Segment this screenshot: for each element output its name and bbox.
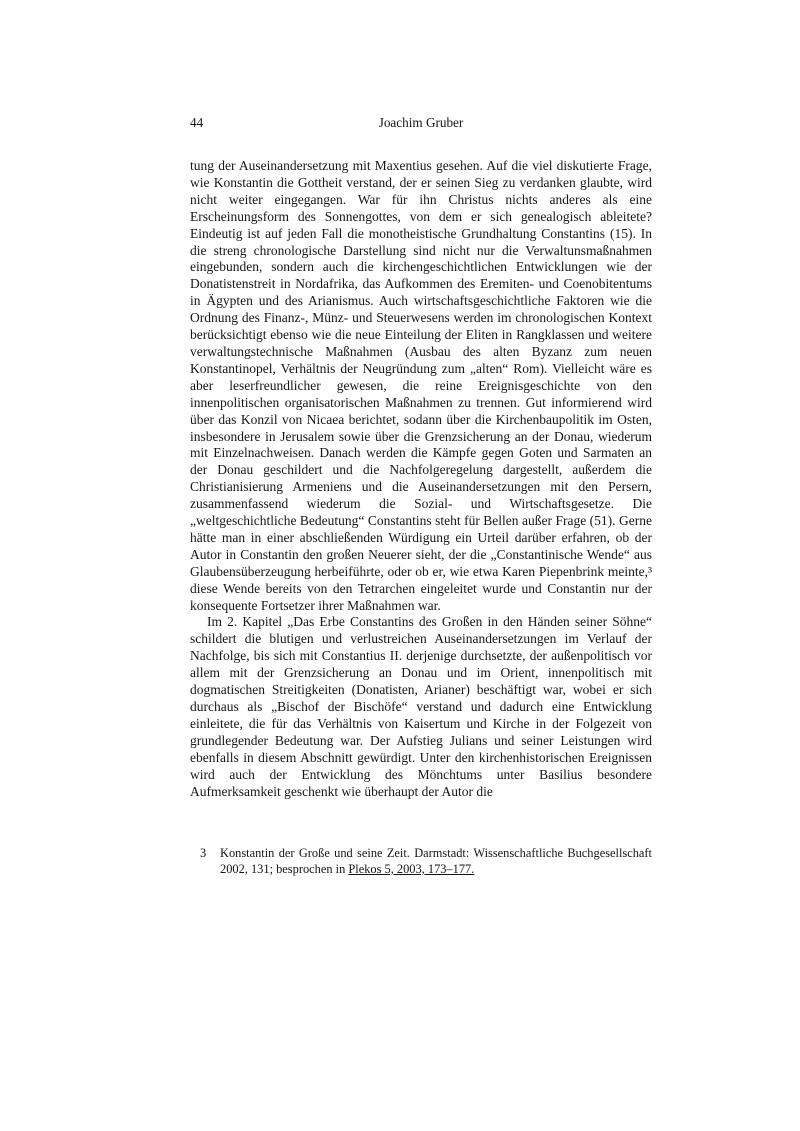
- footnote: [190, 846, 652, 878]
- page-number: 44: [190, 115, 204, 130]
- footnote-citation-text: Konstantin der Große und seine Zeit. Darmstadt: Wissenschaftliche Buchgesellschaft 2002, 131; besprochen in: [220, 846, 652, 876]
- footnote-marker: 3: [200, 846, 207, 860]
- article-body: [190, 158, 652, 800]
- footnote-plekos-link[interactable]: Plekos 5, 2003, 173–177.: [348, 861, 475, 876]
- running-header: [190, 115, 652, 131]
- running-head-author: Joachim Gruber: [378, 115, 464, 130]
- footnote-text: [220, 846, 652, 878]
- paragraph-chapter-two: Im 2. Kapitel „Das Erbe Constantins des Großen in den Händen seiner Söhne“ schildert die blutigen und verlustreichen Auseinandersetzungen im Verlauf der Nachfolge, bis sich mit Constantius II. derjenige durchsetzte, der außenpolitisch vor allem mit der Grenzsicherung an Donau und im Orient, innenpolitisch mit dogmatischen Streitigkeiten (Donatisten, Arianer) beschäftigt war, wobei er sich durchaus als „Bischof der Bischöfe“ verstand und dadurch eine Entwicklung einleitete, die für das Verhältnis von Kaisertum und Kirche in der Folgezeit von grundlegender Bedeutung war. Der Aufstieg Julians und seiner Leistungen wird ebenfalls in diesem Abschnitt gewürdigt. Unter den kirchenhistorischen Ereignissen wird auch der Entwicklung des Mönchtums unter Basilius besondere Aufmerksamkeit geschenkt wie überhaupt der Autor die: [190, 614, 652, 799]
- paragraph-continuation: tung der Auseinandersetzung mit Maxentius gesehen. Auf die viel diskutierte Frage, wie Konstantin die Gottheit verstand, der er seinen Sieg zu verdanken glaubte, wird nicht weiter eingegangen. War für ihn Christus nichts anderes als eine Erscheinungsform des Sonnengottes, von dem er sich genealogisch ableitete? Eindeutig ist auf jeden Fall die monotheistische Grundhaltung Constantins (15). In die streng chronologische Darstellung sind nicht nur die Verwaltunsmaßnahmen eingebunden, sondern auch die kirchengeschichtlichen Entwicklungen wie der Donatistenstreit in Nordafrika, das Aufkommen des Eremiten- und Coenobitentums in Ägypten und des Arianismus. Auch wirtschaftsgeschichtliche Faktoren wie die Ordnung des Finanz-, Münz- und Steuerwesens werden im chronologischen Kontext berücksichtigt ebenso wie die neue Einteilung der Eliten in Rangklassen und weitere verwaltungstechnische Maßnahmen (Ausbau des alten Byzanz zum neuen Konstantinopel, Verhältnis der Neugründung zum „alten“ Rom). Vielleicht wäre es aber leserfreundlicher gewesen, die reine Ereignisgeschichte von den innenpolitischen organisatorischen Maßnahmen zu trennen. Gut informierend wird über das Konzil von Nicaea berichtet, sodann über die Kirchenbaupolitik im Osten, insbesondere in Jerusalem sowie über die Grenzsicherung an der Donau, wiederum mit Einzelnachweisen. Danach werden die Kämpfe gegen Goten und Sarmaten an der Donau geschildert und die Nachfolgeregelung dargestellt, außerdem die Christianisierung Armeniens und die Auseinandersetzungen mit den Persern, zusammenfassend wiederum die Sozial- und Wirtschaftsgesetze. Die „weltgeschichtliche Bedeutung“ Constantins steht für Bellen außer Frage (51). Gerne hätte man in einer abschließenden Würdigung ein Urteil darüber erfahren, ob der Autor in Constantin den großen Neuerer sieht, der die „Constantinische Wende“ aus Glaubensüberzeugung herbeiführte, oder ob er, wie etwa Karen Piepenbrink meinte,³ diese Wende bereits von den Tetrarchen eingeleitet wurde und Constantin nur der konsequente Fortsetzer ihrer Maßnahmen war.: [190, 158, 652, 613]
